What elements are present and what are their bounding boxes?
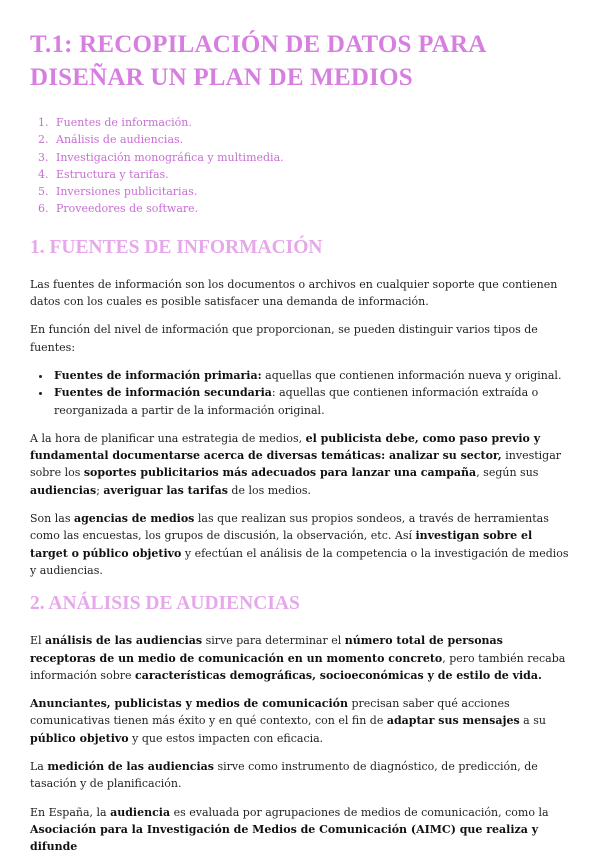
bullet-text: aquellas que contienen información nueva y original. [261,368,562,382]
paragraph [30,695,570,747]
bold-term: audiencias [30,483,97,497]
bullet-term: Fuentes de información primaria: [54,368,262,382]
bold-term: averiguar las tarifas [103,483,228,497]
text-run: A la hora de planificar una estrategia de medios, [30,431,306,445]
bold-term: público objetivo [30,731,129,745]
text-run: sirve como instrumento de diagnóstico, de predicción, de tasación y de planificación. [30,760,538,791]
bullet-item [52,384,570,419]
bold-term: audiencia [110,805,171,819]
paragraph: Las fuentes de información son los documentos o archivos en cualquier soporte que contienen datos con los cuales es posible satisfacer una demanda de información. [30,277,558,309]
toc-item: 2. Análisis de audiencias. [52,131,570,148]
toc-item: 6. Proveedores de software. [52,200,570,217]
text-run: La [30,760,48,774]
bold-term: investigan sobre el target o público objetivo [30,529,533,560]
text-run: sirve para determinar el [202,634,345,648]
bold-term: número total de personas receptoras de un medio de comunicación en un momento concreto [30,634,503,665]
text-run: Son las [30,512,74,526]
text-run: investigar sobre los [30,449,562,480]
text-run: precisan saber qué acciones comunicativas tienen más éxito y en qué contexto, con el fin de [30,697,510,728]
bullet-list [30,367,570,419]
table-of-contents [30,114,570,218]
bullet-term: Fuentes de información secundaria [54,386,272,400]
bold-term: medición de las audiencias [47,760,214,774]
paragraph [30,758,570,793]
text-run: a su [519,714,546,728]
text-run: y que estos impacten con eficacia. [128,731,324,745]
bold-term: adaptar sus mensajes [386,714,520,728]
bold-term: soportes publicitarios más adecuados para lanzar una campaña [83,466,477,480]
toc-item: 3. Investigación monográfica y multimedia. [52,149,570,166]
bold-term: análisis de las audiencias [45,634,203,648]
section-heading-audiencias: 2. ANÁLISIS DE AUDIENCIAS [30,593,300,615]
text-run: , pero también recaba información sobre [30,651,566,682]
page-title: T.1: RECOPILACIÓN DE DATOS PARA DISEÑAR UN PLAN DE MEDIOS [30,31,486,91]
section-heading-fuentes: 1. FUENTES DE INFORMACIÓN [30,236,323,258]
bold-term: Asociación para la Investigación de Medios de Comunicación (AIMC) que realiza y difunde [30,822,539,854]
bullet-text: : aquellas que contienen información extraída o reorganizada a partir de la información original. [54,386,539,417]
bold-term: Anunciantes, publicistas y medios de comunicación [30,697,348,711]
paragraph [30,430,570,499]
text-run: En España, la [30,805,111,819]
bold-term: características demográficas, socioeconómicas y de estilo de vida. [135,668,542,682]
text-run: El [30,634,46,648]
text-run: es evaluada por agrupaciones de medios de comunicación, como la [170,805,549,819]
text-run: ; [96,483,104,497]
toc-item: 1. Fuentes de información. [52,114,570,131]
toc-item: 5. Inversiones publicitarias. [52,183,570,200]
paragraph [30,632,570,684]
toc-item: 4. Estructura y tarifas. [52,166,570,183]
text-run: de los medios. [227,483,311,497]
bullet-item [52,367,570,384]
bold-term: el publicista debe, como paso previo y fundamental documentarse acerca de diversas temáticas: analizar su sector, [30,431,541,463]
bold-term: agencias de medios [73,512,195,526]
text-run: las que realizan sus propios sondeos, a través de herramientas como las encuestas, los grupos de discusión, la observación, etc. Así [30,512,549,543]
paragraph: En función del nivel de información que proporcionan, se pueden distinguir varios tipos de fuentes: [30,323,538,354]
paragraph [30,510,570,579]
text-run: y efectúan el análisis de la competencia o la investigación de medios y audiencias. [30,546,569,577]
text-run: , según sus [476,466,539,480]
